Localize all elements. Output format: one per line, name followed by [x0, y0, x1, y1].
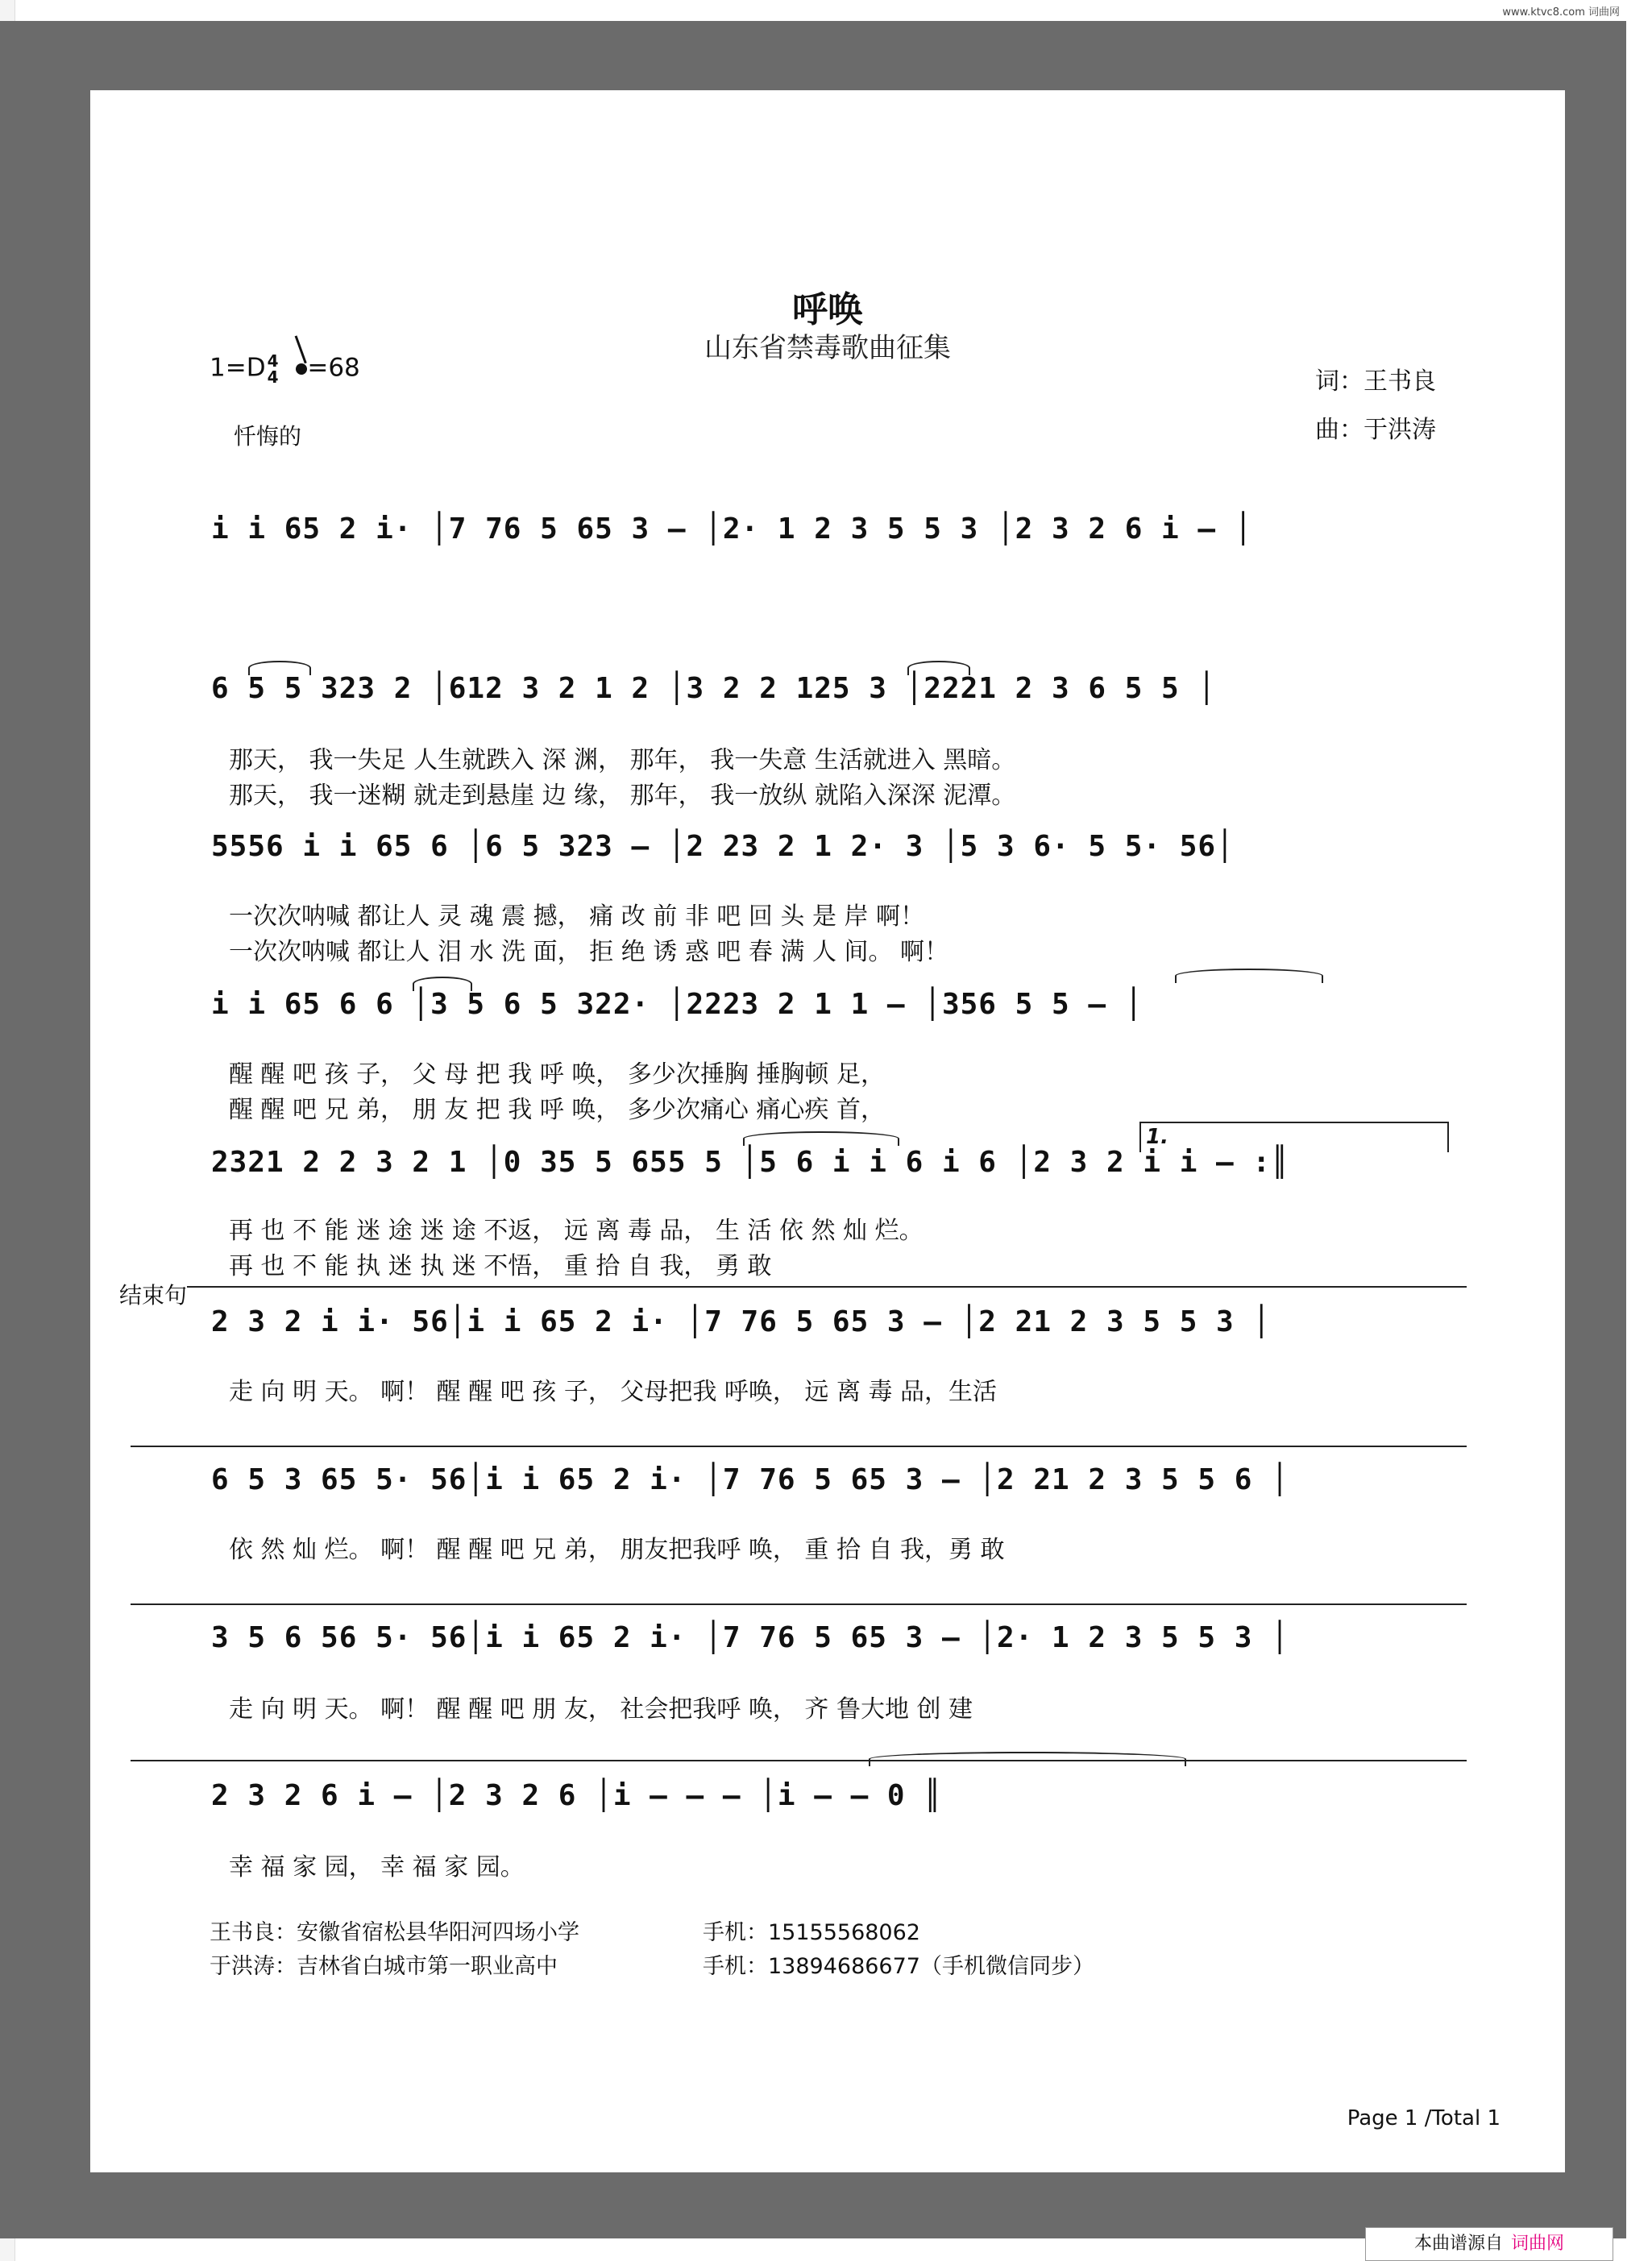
source-site: 词曲网 — [1511, 2234, 1565, 2254]
volta-label: 1. — [1146, 1125, 1168, 1149]
lyric-line: 那天， 我一失足 人生就跌入 深 渊， 那年， 我一失意 生活就进入 黑暗。 — [229, 746, 1016, 774]
score-line-1: i i 65 2 i· │7 76 5 65 3 – │2· 1 2 3 5 5 3 │2 3 2 6 i – │ — [211, 512, 1253, 546]
top-watermark: www.ktvc8.com 词曲网 — [1502, 6, 1620, 19]
lyricist-phone: 手机：15155568062 — [703, 1920, 920, 1945]
lyric-line: 一次次呐喊 都让人 泪 水 洗 面， 拒 绝 诱 惑 吧 春 满 人 间。 啊！ — [229, 938, 949, 966]
lyric-line: 一次次呐喊 都让人 灵 魂 震 撼， 痛 改 前 非 吧 回 头 是 岸 啊！ — [229, 902, 925, 931]
score-line-5: 2321 2 2 3 2 1 │0 35 5 655 5 │5 6 i i 6 i 6 │2 3 2 i i – :║ — [211, 1146, 1289, 1179]
source-link[interactable] — [1365, 2227, 1613, 2261]
time-num: 4 — [267, 351, 279, 371]
lyricist-credit: 词：王书良 — [1315, 367, 1436, 396]
composer-phone: 手机：13894686677（手机微信同步） — [703, 1954, 1094, 1979]
section-divider — [131, 1446, 1467, 1447]
section-divider — [131, 1603, 1467, 1605]
section-divider — [131, 1760, 1467, 1761]
section-divider — [121, 1286, 1467, 1288]
lyric-line: 醒 醒 吧 孩 子， 父 母 把 我 呼 唤， 多少次捶胸 捶胸顿 足， — [229, 1060, 885, 1089]
composer-address: 于洪涛：吉林省白城市第一职业高中 — [210, 1954, 558, 1979]
source-prefix: 本曲谱源自 — [1413, 2234, 1503, 2254]
expression-mark: 忏悔的 — [234, 423, 302, 450]
lyric-line: 再 也 不 能 迷 途 迷 途 不返， 远 离 毒 品， 生 活 依 然 灿 烂。 — [229, 1217, 924, 1245]
lyric-line: 再 也 不 能 执 迷 执 迷 不悟， 重 拾 自 我， 勇 敢 — [229, 1252, 772, 1280]
time-den: 4 — [267, 367, 279, 387]
lyric-line: 幸 福 家 园， 幸 福 家 园。 — [229, 1853, 525, 1881]
song-title: 呼唤 — [792, 289, 863, 330]
score-line-2: 6 5 5 323 2 │612 3 2 1 2 │3 2 2 125 3 │2221 2 3 6 5 5 │ — [211, 672, 1217, 705]
page-indicator: Page 1 /Total 1 — [1347, 2106, 1500, 2130]
score-page — [90, 90, 1565, 2172]
key-label: 1=D — [210, 353, 266, 383]
time-signature — [268, 353, 279, 385]
lyric-line: 走 向 明 天。 啊！ 醒 醒 吧 朋 友， 社会把我呼 唤， 齐 鲁大地 创 建 — [229, 1695, 973, 1724]
score-line-3: 5556 i i 65 6 │6 5 323 – │2 23 2 1 2· 3 │5 3 6· 5 5· 56│ — [211, 830, 1235, 863]
song-subtitle: 山东省禁毒歌曲征集 — [704, 332, 951, 364]
lyric-line: 那天， 我一迷糊 就走到悬崖 边 缘， 那年， 我一放纵 就陷入深深 泥潭。 — [229, 782, 1016, 810]
score-line-9: 2 3 2 6 i – │2 3 2 6 │i – – – │i – – 0 ║ — [211, 1779, 942, 1812]
slur-mark — [869, 1752, 1186, 1766]
lyric-line: 走 向 明 天。 啊！ 醒 醒 吧 孩 子， 父母把我 呼唤， 远 离 毒 品，生活 — [229, 1378, 998, 1406]
composer-credit: 曲：于洪涛 — [1315, 416, 1436, 444]
score-line-4: i i 65 6 6 │3 5 6 5 322· │2223 2 1 1 – │356 5 5 – │ — [211, 988, 1144, 1021]
lyricist-address: 王书良：安徽省宿松县华阳河四场小学 — [210, 1920, 579, 1945]
tempo: =68 — [307, 353, 360, 383]
score-line-6: 2 3 2 i i· 56│i i 65 2 i· │7 76 5 65 3 – │2 21 2 3 5 5 3 │ — [211, 1305, 1272, 1338]
lyric-line: 醒 醒 吧 兄 弟， 朋 友 把 我 呼 唤， 多少次痛心 痛心疾 首， — [229, 1096, 885, 1124]
key-signature — [210, 353, 360, 385]
slur-mark — [743, 1131, 899, 1146]
score-line-8: 3 5 6 56 5· 56│i i 65 2 i· │7 76 5 65 3 – │2· 1 2 3 5 5 3 │ — [211, 1621, 1289, 1654]
slur-mark — [1175, 969, 1323, 983]
ending-label: 结束句 — [119, 1278, 187, 1310]
score-line-7: 6 5 3 65 5· 56│i i 65 2 i· │7 76 5 65 3 – │2 21 2 3 5 5 6 │ — [211, 1463, 1289, 1496]
lyric-line: 依 然 灿 烂。 啊！ 醒 醒 吧 兄 弟， 朋友把我呼 唤， 重 拾 自 我，勇 敢 — [229, 1536, 1005, 1564]
